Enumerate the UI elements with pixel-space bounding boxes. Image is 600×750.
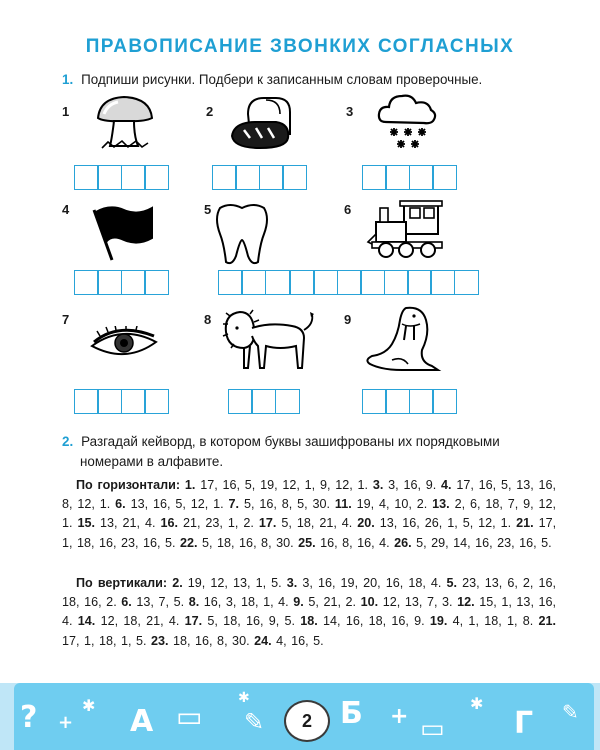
star-doodle-icon: ✱ [82,696,96,715]
picture-number-9: 9 [344,312,352,327]
answer-box[interactable] [241,270,266,295]
clue-number: 19. [429,614,448,629]
clue-number: 6. [115,497,126,512]
answer-box[interactable] [409,165,434,190]
clue-value: 14, 16, 18, 16, 9. [323,614,425,629]
picture-number-1: 1 [62,104,70,119]
clue-number: 12. [457,595,475,610]
clue-value: 17, 16, 5, 13, 16, 8, 12, 1. [62,478,557,512]
answer-box[interactable] [235,165,260,190]
answer-box[interactable] [97,270,122,295]
clue-value: 12, 18, 21, 4. [100,614,180,629]
lion-icon [220,306,318,378]
task-2-line-2: номерами в алфавите. [80,453,224,469]
clue-number: 17. [184,614,203,629]
answer-box[interactable] [362,389,387,414]
answer-box[interactable] [144,389,169,414]
answer-box[interactable] [144,165,169,190]
answer-boxes-1[interactable] [74,165,168,190]
picture-number-7: 7 [62,312,70,327]
answer-box[interactable] [313,270,338,295]
answer-box[interactable] [228,389,253,414]
answer-box[interactable] [430,270,455,295]
plus-doodle-icon: + [58,712,74,733]
clue-value: 12, 13, 7, 3. [382,595,453,610]
page-number: 2 [284,700,330,742]
book-doodle-icon: ▭ [176,700,203,733]
page-title: ПРАВОПИСАНИЕ ЗВОНКИХ СОГЛАСНЫХ [85,36,515,57]
clue-number: 9. [293,595,304,610]
clue-number: 8. [188,595,200,610]
clue-value: 21, 23, 1, 2. [182,516,254,531]
snow-cloud-icon [376,90,438,152]
answer-box[interactable] [74,389,99,414]
clue-number: 3. [286,576,298,590]
clue-number: 2. [172,576,183,590]
task-1-number: 1. [62,72,74,87]
picture-number-3: 3 [346,104,354,119]
answer-box[interactable] [384,270,409,295]
book-doodle-icon: ▭ [420,714,445,744]
answer-box[interactable] [259,165,284,190]
clue-number: 23. [151,633,169,648]
answer-box[interactable] [218,270,243,295]
picture-number-4: 4 [62,202,70,217]
clue-value: 5, 18, 16, 9, 5. [207,614,295,629]
answer-box[interactable] [337,270,362,295]
answer-boxes-5[interactable] [218,270,288,295]
clue-number: 11. [334,497,352,512]
answer-boxes-2[interactable] [212,165,306,190]
answer-boxes-4[interactable] [74,270,168,295]
clue-number: 5. [446,576,458,590]
clue-value: 5, 16, 8, 5, 30. [243,497,330,512]
walrus-icon [362,304,442,374]
answer-box[interactable] [97,389,122,414]
clue-value: 13, 21, 4. [100,516,156,531]
clue-number: 16. [160,516,178,531]
clue-number: 7. [228,497,240,512]
clue-value: 13, 16, 5, 12, 1. [130,497,224,512]
question-mark-doodle-icon: ? [20,700,38,735]
clue-value: 23, 13, 6, 2, 16, 18, 16, 2. [62,576,557,610]
clue-number: 25. [298,535,316,550]
mushroom-icon [94,94,156,154]
answer-box[interactable] [454,270,479,295]
letter-doodle-icon: Б [340,696,363,731]
task-2-number: 2. [62,434,74,449]
vertical-clues [62,574,556,651]
clue-number: 21. [538,614,557,629]
clue-value: 5, 18, 16, 8, 30. [202,535,294,550]
clue-value: 5, 21, 2. [308,595,357,610]
bread-icon [228,92,296,154]
answer-box[interactable] [360,270,385,295]
answer-box[interactable] [144,270,169,295]
clue-value: 13, 7, 5. [136,595,185,610]
answer-box[interactable] [265,270,290,295]
answer-box[interactable] [74,165,99,190]
task-1-instruction [62,70,582,90]
picture-number-5: 5 [204,202,212,217]
clue-value: 3, 16, 9. [388,478,437,492]
clue-number: 17. [258,516,277,531]
pencil-doodle-icon: ✎ [562,700,579,724]
answer-boxes-9[interactable] [362,389,456,414]
star-doodle-icon: ✱ [238,690,250,706]
answer-box[interactable] [409,389,434,414]
clue-value: 19, 12, 13, 1, 5. [187,576,282,590]
clue-number: 21. [516,516,534,531]
horizontal-clues [62,476,556,553]
task-2-line-1: Разгадай кейворд, в котором буквы зашифрованы их порядковыми [81,434,500,449]
task-2-instruction [62,432,562,471]
clue-number: 26. [394,535,412,550]
locomotive-icon [366,198,444,260]
clue-value: 4, 1, 18, 1, 8. [452,614,534,629]
answer-box[interactable] [97,165,122,190]
answer-boxes-7[interactable] [74,389,168,414]
clue-number: 1. [184,478,196,492]
answer-box[interactable] [74,270,99,295]
answer-box[interactable] [432,165,457,190]
clue-number: 10. [360,595,379,610]
clue-value: 18, 16, 8, 30. [173,633,250,648]
flag-icon [90,200,158,262]
eye-icon [88,326,160,362]
clue-value: 13, 16, 26, 1, 5, 12, 1. [379,516,512,531]
tooth-icon [212,200,272,268]
clue-value: 15, 1, 13, 16, 4. [62,595,557,629]
star-doodle-icon: ✱ [470,694,484,713]
pencil-doodle-icon: ✎ [244,708,265,736]
answer-box[interactable] [385,165,410,190]
clue-value: 16, 3, 18, 1, 4. [203,595,289,610]
clue-number: 24. [254,633,272,648]
answer-box[interactable] [290,270,315,295]
vertical-heading: По вертикали: [76,576,168,590]
clue-value: 16, 8, 16, 4. [320,535,390,550]
clue-number: 20. [357,516,375,531]
answer-box[interactable] [251,389,276,414]
clue-value: 4, 16, 5. [276,633,324,648]
answer-box[interactable] [275,389,300,414]
answer-box[interactable] [385,389,410,414]
answer-boxes-6[interactable] [290,270,477,295]
answer-box[interactable] [407,270,432,295]
letter-doodle-icon: Г [514,706,534,741]
clue-value: 5, 29, 14, 16, 23, 16, 5. [416,535,552,550]
clue-number: 18. [300,614,318,629]
answer-box[interactable] [121,165,146,190]
task-1-text: Подпиши рисунки. Подбери к записанным словам проверочные. [81,72,483,87]
clue-value: 2, 6, 18, 7, 9, 12, 1. [62,497,557,531]
plus-doodle-icon: + [390,704,409,729]
clue-number: 13. [432,497,450,512]
picture-number-2: 2 [206,104,214,119]
clue-value: 17, 1, 18, 1, 5. [62,633,147,648]
picture-number-6: 6 [344,202,352,217]
picture-number-8: 8 [204,312,212,327]
clue-number: 15. [77,516,96,531]
answer-boxes-3[interactable] [362,165,456,190]
clue-value: 5, 18, 21, 4. [281,516,353,531]
clue-number: 22. [180,535,198,550]
clue-number: 4. [441,478,452,492]
answer-box[interactable] [282,165,307,190]
letter-doodle-icon: А [130,704,154,739]
answer-box[interactable] [362,165,387,190]
answer-box[interactable] [212,165,237,190]
clue-value: 19, 4, 10, 2. [356,497,428,512]
clue-number: 3. [372,478,384,492]
clue-value: 3, 16, 19, 20, 16, 18, 4. [302,576,442,590]
answer-box[interactable] [121,389,146,414]
answer-box[interactable] [432,389,457,414]
clue-value: 17, 16, 5, 19, 12, 1, 9, 12, 1. [200,478,369,492]
answer-box[interactable] [121,270,146,295]
horizontal-heading: По горизонтали: [76,478,181,492]
answer-boxes-8[interactable] [228,389,298,414]
clue-value: 17, 1, 18, 16, 23, 16, 5. [62,516,557,550]
clue-number: 6. [121,595,132,610]
clue-number: 14. [77,614,96,629]
